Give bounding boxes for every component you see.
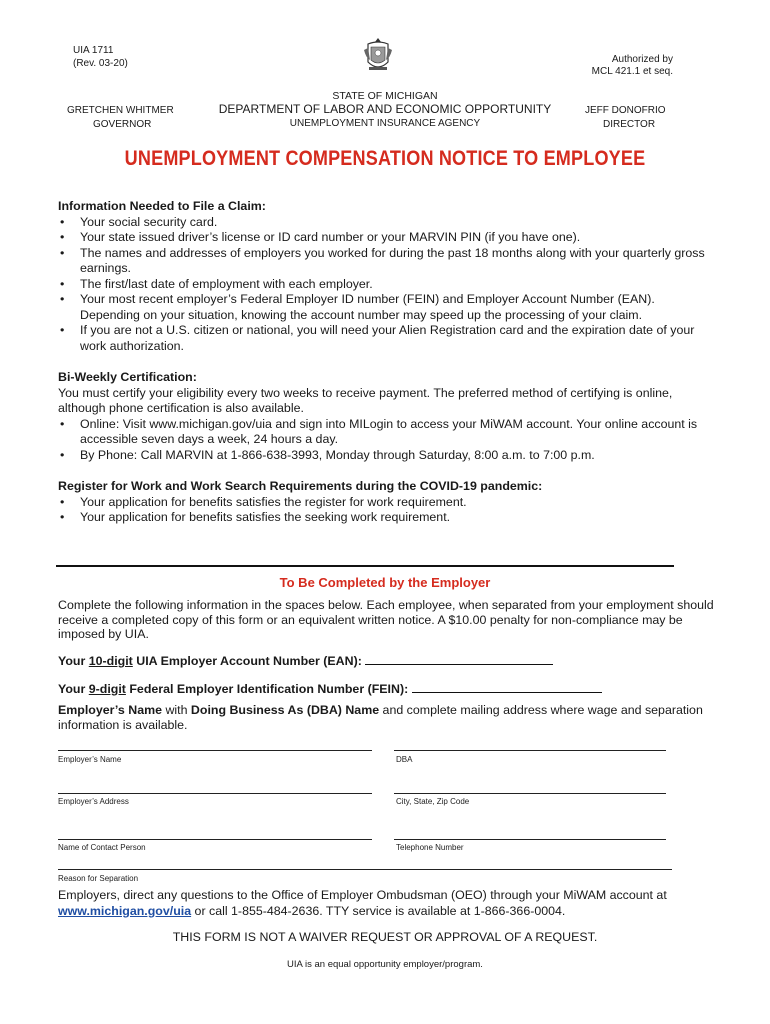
fein-field[interactable] bbox=[412, 681, 602, 693]
register-list bbox=[58, 495, 718, 526]
reason-for-separation-label: Reason for Separation bbox=[58, 874, 139, 883]
employer-name-label: Employer’s Name bbox=[58, 755, 122, 764]
contact-person-field[interactable] bbox=[58, 839, 372, 840]
form-revision: (Rev. 03-20) bbox=[73, 58, 128, 69]
biweekly-intro: You must certify your eligibility every two weeks to receive payment. The preferred method of certifying is online, although phone certification is also available. bbox=[58, 385, 673, 415]
list-item: • Online: Visit www.michigan.gov/uia and sign into MILogin to access your MiWAM account. Your online account is accessible seven days a week, 24 hours a day. bbox=[58, 417, 718, 448]
list-item: • Your state issued driver’s license or ID card number or your MARVIN PIN (if you have one). bbox=[58, 230, 718, 246]
register-section bbox=[58, 479, 718, 526]
list-item: • Your social security card. bbox=[58, 215, 718, 231]
biweekly-section bbox=[58, 370, 718, 463]
info-list bbox=[58, 215, 718, 355]
list-item: • The first/last date of employment with each employer. bbox=[58, 277, 718, 293]
fein-row: Your 9-digit Federal Employer Identification Number (FEIN): bbox=[58, 681, 602, 696]
oeo-contact-text: Employers, direct any questions to the Office of Employer Ombudsman (OEO) through your MiWAM account at www.michigan.gov/uia or call 1-855-484-2636. TTY service is available at 1-866-366-0004. bbox=[58, 888, 667, 918]
page-title: UNEMPLOYMENT COMPENSATION NOTICE TO EMPLOYEE bbox=[124, 147, 646, 170]
ean-field[interactable] bbox=[365, 653, 553, 665]
section-divider bbox=[56, 565, 674, 567]
employer-address-field[interactable] bbox=[58, 793, 372, 794]
michigan-state-seal-icon bbox=[362, 36, 394, 76]
ean-digits: 10-digit bbox=[88, 654, 133, 668]
city-state-zip-label: City, State, Zip Code bbox=[396, 797, 470, 806]
contact-person-label: Name of Contact Person bbox=[58, 843, 146, 852]
dba-field[interactable] bbox=[394, 750, 666, 751]
biweekly-list bbox=[58, 417, 718, 464]
reason-for-separation-field[interactable] bbox=[58, 869, 672, 870]
list-item: • By Phone: Call MARVIN at 1-866-638-3993, Monday through Saturday, 8:00 a.m. to 7:00 p.m. bbox=[58, 448, 718, 464]
register-heading: Register for Work and Work Search Requirements during the COVID-19 pandemic: bbox=[58, 479, 543, 493]
state-name: STATE OF MICHIGAN bbox=[332, 90, 438, 102]
telephone-field[interactable] bbox=[394, 839, 666, 840]
director-name: JEFF DONOFRIO bbox=[585, 105, 666, 116]
employer-address-label: Employer’s Address bbox=[58, 797, 129, 806]
list-item: • If you are not a U.S. citizen or national, you will need your Alien Registration card and the expiration date of your work authorization. bbox=[58, 323, 718, 354]
fein-label: Federal Employer Identification Number (FEIN): bbox=[125, 682, 412, 696]
department-name: DEPARTMENT OF LABOR AND ECONOMIC OPPORTUNITY bbox=[218, 102, 552, 116]
ean-row: Your 10-digit UIA Employer Account Number (EAN): bbox=[58, 653, 553, 668]
info-section bbox=[58, 199, 718, 354]
ean-label: UIA Employer Account Number (EAN): bbox=[132, 654, 366, 668]
list-item: • The names and addresses of employers you worked for during the past 18 months along with your quarterly gross earnings. bbox=[58, 246, 718, 277]
info-heading: Information Needed to File a Claim: bbox=[58, 199, 266, 213]
agency-name: UNEMPLOYMENT INSURANCE AGENCY bbox=[289, 118, 481, 129]
list-item: • Your application for benefits satisfies the register for work requirement. bbox=[58, 495, 718, 511]
michigan-uia-link[interactable]: www.michigan.gov/uia bbox=[58, 903, 192, 918]
dba-label: DBA bbox=[396, 755, 413, 764]
director-title: DIRECTOR bbox=[603, 119, 656, 130]
equal-opportunity-statement: UIA is an equal opportunity employer/program. bbox=[287, 959, 483, 970]
employer-section-heading: To Be Completed by the Employer bbox=[279, 575, 491, 590]
form-id: UIA 1711 bbox=[73, 45, 114, 56]
employer-name-field[interactable] bbox=[58, 750, 372, 751]
waiver-notice: THIS FORM IS NOT A WAIVER REQUEST OR APPROVAL OF A REQUEST. bbox=[172, 930, 598, 944]
city-state-zip-field[interactable] bbox=[394, 793, 666, 794]
mcl-reference: MCL 421.1 et seq. bbox=[591, 66, 673, 77]
list-item: • Your application for benefits satisfies the seeking work requirement. bbox=[58, 510, 718, 526]
employer-name-instructions: Employer’s Name with Doing Business As (DBA) Name and complete mailing address where wage and separation information is available. bbox=[58, 703, 703, 732]
authorized-by: Authorized by bbox=[611, 54, 673, 65]
employer-intro: Complete the following information in the spaces below. Each employee, when separated from your employment should receive a completed copy of this form or an equivalent written notice. A $10.00 penalty for non-compliance may be imposed by UIA. bbox=[58, 598, 714, 641]
list-item: • Your most recent employer’s Federal Employer ID number (FEIN) and Employer Account Number (EAN). Depending on your situation, knowing the account number may speed up the processing of your claim. bbox=[58, 292, 718, 323]
governor-name: GRETCHEN WHITMER bbox=[67, 105, 174, 116]
governor-title: GOVERNOR bbox=[93, 119, 152, 130]
biweekly-heading: Bi-Weekly Certification: bbox=[58, 370, 197, 384]
fein-digits: 9-digit bbox=[88, 682, 126, 696]
telephone-label: Telephone Number bbox=[396, 843, 464, 852]
